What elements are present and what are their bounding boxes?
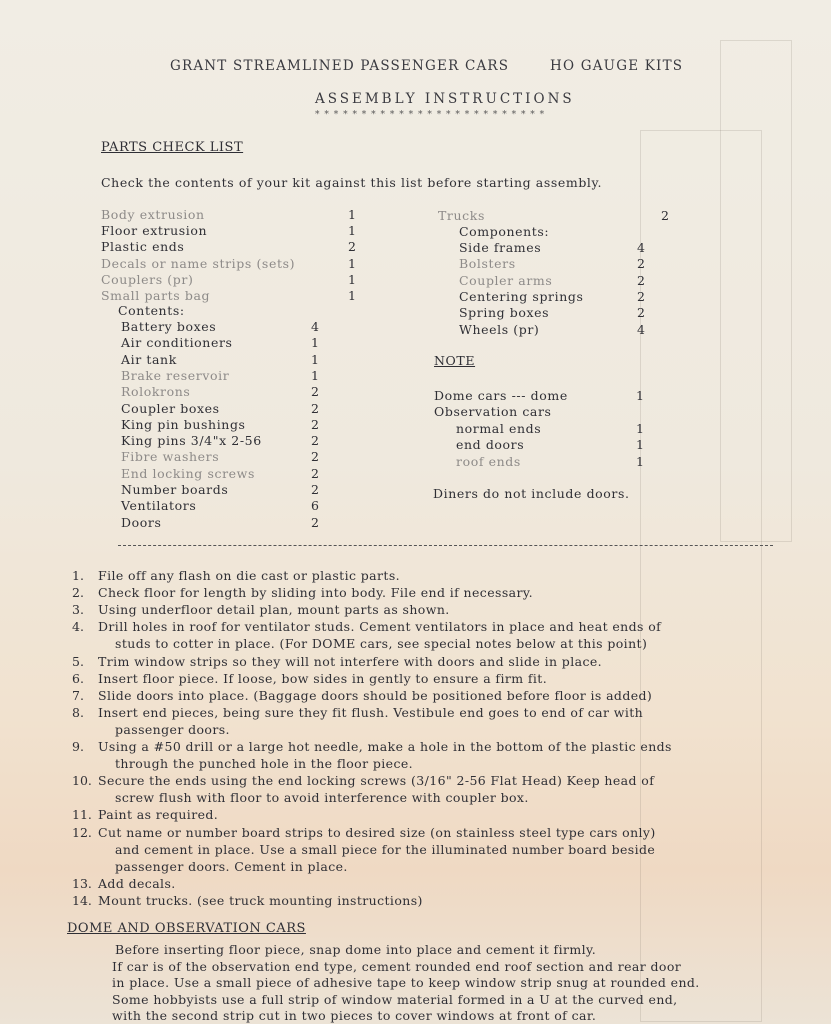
contents-item-name: Doors	[121, 514, 162, 530]
step-number: 1.	[72, 568, 84, 583]
contents-item-name: Battery boxes	[121, 319, 217, 334]
contents-item-name: Coupler boxes	[121, 400, 220, 416]
contents-item-name: End locking screws	[121, 465, 255, 481]
contents-item-qty: 2	[311, 514, 319, 530]
paper-fold	[720, 40, 792, 542]
trucks-qty: 2	[661, 208, 669, 223]
step-number: 6.	[72, 670, 84, 686]
component-name: Spring boxes	[459, 305, 550, 321]
part-qty: 2	[348, 239, 356, 255]
contents-item-name: Air tank	[121, 351, 177, 367]
dome-section-line: Some hobbyists use a full strip of window material formed in a U at the curved end,	[112, 991, 678, 1007]
dome-cars-note: Dome cars --- dome	[434, 388, 568, 403]
observation-part-qty: 1	[636, 421, 644, 436]
contents-item-qty: 2	[311, 416, 319, 432]
document-title: GRANT STREAMLINED PASSENGER CARS	[170, 58, 510, 74]
part-name: Decals or name strips (sets)	[101, 255, 296, 271]
step-text: through the punched hole in the floor piece.	[115, 756, 414, 772]
component-qty: 2	[637, 272, 645, 288]
contents-item-qty: 1	[311, 367, 319, 383]
parts-heading: PARTS CHECK LIST	[101, 140, 244, 155]
step-text: passenger doors. Cement in place.	[115, 858, 348, 874]
dome-section-heading: DOME AND OBSERVATION CARS	[67, 921, 306, 936]
observation-part-name: end doors	[456, 437, 525, 453]
contents-item-name: King pin bushings	[121, 416, 246, 432]
dome-section-line: in place. Use a small piece of adhesive tape to keep window strip snug at rounded end.	[112, 975, 700, 990]
dome-section-line: If car is of the observation end type, cement rounded end roof section and rear door	[112, 958, 682, 974]
component-qty: 4	[637, 240, 645, 255]
contents-item-name: Ventilators	[121, 498, 197, 514]
component-name: Coupler arms	[459, 272, 553, 288]
component-qty: 2	[637, 256, 645, 272]
dome-section-line: with the second strip cut in two pieces to cover windows at front of car.	[112, 1008, 597, 1023]
contents-label: Contents:	[118, 303, 185, 318]
part-name: Floor extrusion	[101, 223, 208, 239]
step-number: 13.	[72, 875, 92, 891]
step-number: 5.	[72, 653, 84, 669]
dome-cars-qty: 1	[636, 388, 644, 403]
contents-item-qty: 2	[311, 449, 319, 465]
contents-item-qty: 2	[311, 384, 319, 400]
step-text: Secure the ends using the end locking screws (3/16" 2-56 Flat Head) Keep head of	[98, 773, 655, 789]
dashed-divider	[118, 545, 773, 546]
component-qty: 2	[637, 288, 645, 304]
contents-item-qty: 1	[311, 335, 319, 351]
step-text: Using underfloor detail plan, mount parts as shown.	[98, 602, 450, 618]
document-subtitle: ASSEMBLY INSTRUCTIONS	[315, 91, 575, 107]
contents-item-qty: 2	[311, 482, 319, 497]
step-number: 3.	[72, 602, 84, 618]
component-qty: 2	[637, 305, 645, 321]
step-number: 10.	[72, 773, 92, 789]
part-qty: 1	[348, 255, 356, 271]
step-number: 9.	[72, 739, 84, 754]
step-number: 14.	[72, 892, 92, 908]
contents-item-name: Number boards	[121, 482, 229, 497]
step-text: File off any flash on die cast or plastic parts.	[98, 568, 401, 583]
step-text: Insert end pieces, being sure they fit flush. Vestibule end goes to end of car with	[98, 704, 644, 720]
contents-item-qty: 1	[311, 351, 319, 367]
observation-part-name: normal ends	[456, 421, 542, 436]
step-number: 11.	[72, 807, 92, 823]
contents-item-name: King pins 3/4"x 2-56	[121, 433, 262, 449]
step-text: Drill holes in roof for ventilator studs. Cement ventilators in place and heat ends of	[98, 619, 662, 635]
step-text: Check floor for length by sliding into body. File end if necessary.	[98, 585, 534, 601]
step-text: Cut name or number board strips to desired size (on stainless steel type cars only)	[98, 824, 656, 840]
step-text: studs to cotter in place. (For DOME cars, see special notes below at this point)	[115, 636, 648, 652]
step-text: Mount trucks. (see truck mounting instructions)	[98, 892, 423, 908]
note-heading: NOTE	[434, 353, 476, 368]
part-name: Body extrusion	[101, 207, 205, 222]
parts-intro: Check the contents of your kit against this list before starting assembly.	[101, 175, 603, 190]
step-number: 2.	[72, 585, 84, 601]
contents-item-qty: 2	[311, 400, 319, 416]
step-text: Paint as required.	[98, 807, 219, 823]
step-number: 12.	[72, 824, 92, 840]
component-name: Side frames	[459, 240, 542, 255]
part-name: Couplers (pr)	[101, 271, 194, 287]
step-number: 7.	[72, 687, 84, 703]
step-text: Slide doors into place. (Baggage doors should be positioned before floor is added)	[98, 687, 653, 703]
step-number: 4.	[72, 619, 84, 635]
step-text: and cement in place. Use a small piece for the illuminated number board beside	[115, 841, 656, 857]
contents-item-name: Brake reservoir	[121, 367, 230, 383]
contents-item-qty: 2	[311, 465, 319, 481]
contents-item-name: Fibre washers	[121, 449, 220, 465]
step-text: Add decals.	[98, 875, 176, 891]
component-name: Wheels (pr)	[459, 321, 540, 337]
contents-item-qty: 4	[311, 319, 319, 334]
step-text: passenger doors.	[115, 721, 230, 737]
component-qty: 4	[637, 321, 645, 337]
part-name: Small parts bag	[101, 288, 211, 303]
trucks-label: Trucks	[438, 208, 485, 223]
dome-section-line: Before inserting floor piece, snap dome into place and cement it firmly.	[115, 942, 597, 957]
contents-item-qty: 2	[311, 433, 319, 449]
diners-note: Diners do not include doors.	[433, 486, 630, 501]
part-qty: 1	[348, 288, 356, 303]
contents-item-name: Air conditioners	[121, 335, 233, 351]
part-qty: 1	[348, 223, 356, 239]
observation-cars-label: Observation cars	[434, 404, 552, 419]
contents-item-qty: 6	[311, 498, 319, 514]
part-qty: 1	[348, 271, 356, 287]
step-text: Using a #50 drill or a large hot needle, make a hole in the bottom of the plastic ends	[98, 739, 672, 754]
kit-gauge: HO GAUGE KITS	[550, 58, 684, 74]
component-name: Bolsters	[459, 256, 516, 272]
observation-part-qty: 1	[636, 453, 644, 469]
part-qty: 1	[348, 207, 356, 222]
contents-item-name: Rolokrons	[121, 384, 191, 400]
observation-part-name: roof ends	[456, 453, 521, 469]
observation-part-qty: 1	[636, 437, 644, 453]
step-text: Insert floor piece. If loose, bow sides in gently to ensure a firm fit.	[98, 670, 548, 686]
component-name: Centering springs	[459, 288, 584, 304]
step-number: 8.	[72, 704, 84, 720]
part-name: Plastic ends	[101, 239, 185, 255]
components-label: Components:	[459, 224, 550, 239]
step-text: screw flush with floor to avoid interference with coupler box.	[115, 790, 529, 806]
step-text: Trim window strips so they will not interfere with doors and slide in place.	[98, 653, 603, 669]
stars-divider: * * * * * * * * * * * * * * * * * * * * * * * * *	[315, 110, 546, 120]
